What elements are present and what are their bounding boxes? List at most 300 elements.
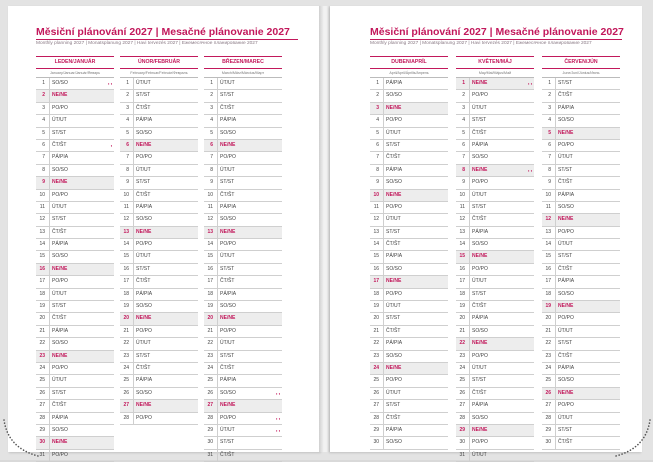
- day-row[interactable]: [542, 190, 620, 202]
- day-number: 7: [126, 154, 129, 161]
- day-row[interactable]: [456, 375, 534, 387]
- weekday-label: PO/PO: [217, 152, 246, 163]
- weekday-label: NE/NE: [555, 301, 584, 312]
- day-number: 20: [39, 315, 45, 322]
- day-row[interactable]: [370, 338, 448, 350]
- day-number: 17: [123, 278, 129, 285]
- day-number: 1: [462, 80, 465, 86]
- day-row[interactable]: [456, 128, 534, 140]
- day-number: 13: [123, 228, 129, 235]
- day-row[interactable]: [370, 276, 448, 288]
- day-row[interactable]: [120, 413, 198, 425]
- day-row[interactable]: [36, 90, 114, 102]
- day-number: 28: [459, 414, 465, 421]
- day-number: 3: [462, 104, 465, 111]
- day-row[interactable]: [120, 400, 198, 412]
- weekday-label: PO/PO: [469, 177, 498, 188]
- weekday-label: SO/SO: [383, 437, 412, 448]
- weekday-label: NE/NE: [133, 400, 162, 411]
- day-number: 19: [123, 303, 129, 310]
- day-number: 1: [210, 80, 213, 86]
- day-row[interactable]: [370, 351, 448, 363]
- day-row[interactable]: [120, 227, 198, 239]
- day-row[interactable]: [370, 388, 448, 400]
- day-number: 27: [39, 402, 45, 409]
- weekday-label: PO/PO: [217, 413, 246, 424]
- day-row[interactable]: [456, 177, 534, 189]
- weekday-label: PÁ/PIA: [217, 115, 246, 126]
- day-row[interactable]: [120, 251, 198, 263]
- day-row[interactable]: [456, 264, 534, 276]
- day-number: 19: [545, 303, 551, 310]
- day-number: 22: [123, 340, 129, 347]
- day-row[interactable]: [542, 165, 620, 177]
- day-row[interactable]: [542, 264, 620, 276]
- day-number: 14: [207, 241, 213, 248]
- day-row[interactable]: [36, 152, 114, 164]
- day-row[interactable]: [542, 351, 620, 363]
- day-row[interactable]: [36, 375, 114, 387]
- weekday-label: ÚT/UT: [383, 214, 412, 225]
- day-row[interactable]: [456, 239, 534, 251]
- day-row[interactable]: [36, 301, 114, 313]
- day-row[interactable]: [204, 326, 282, 338]
- day-row[interactable]: [542, 177, 620, 189]
- day-row[interactable]: [36, 202, 114, 214]
- day-row[interactable]: [370, 363, 448, 375]
- weekday-label: ČT/ŠT: [217, 450, 246, 461]
- day-number: 23: [459, 352, 465, 359]
- day-row[interactable]: [456, 214, 534, 226]
- day-number: 5: [210, 129, 213, 136]
- day-row[interactable]: [542, 313, 620, 325]
- weekday-label: ST/ST: [133, 90, 162, 101]
- day-row[interactable]: [542, 103, 620, 115]
- month-header: DUBEN/APRÍL: [370, 56, 448, 69]
- day-row[interactable]: [204, 276, 282, 288]
- day-row[interactable]: [370, 202, 448, 214]
- day-row[interactable]: [370, 437, 448, 449]
- day-number: 29: [545, 426, 551, 433]
- day-row[interactable]: [456, 90, 534, 102]
- weekday-label: ST/ST: [133, 177, 162, 188]
- day-row[interactable]: [370, 152, 448, 164]
- day-row[interactable]: [36, 388, 114, 400]
- day-number: 15: [39, 253, 45, 260]
- day-row[interactable]: [542, 251, 620, 263]
- day-row[interactable]: [120, 239, 198, 251]
- day-number: 18: [373, 290, 379, 297]
- day-row[interactable]: [36, 437, 114, 449]
- day-row[interactable]: [204, 214, 282, 226]
- month-header: LEDEN/JANUÁR: [36, 56, 114, 69]
- day-row[interactable]: [204, 425, 282, 437]
- day-number: 27: [545, 402, 551, 409]
- day-row[interactable]: [204, 115, 282, 127]
- day-row[interactable]: [36, 103, 114, 115]
- day-row[interactable]: [456, 301, 534, 313]
- weekday-label: PÁ/PIA: [217, 202, 246, 213]
- weekday-label: NE/NE: [133, 140, 162, 151]
- page-subtitle: Monthly planning 2027 | Monatsplanung 2027 | Havi tervezés 2027 | Ежемесячное планирование 2027: [370, 41, 592, 46]
- day-row[interactable]: [36, 338, 114, 350]
- weekday-label: ČT/ŠT: [133, 103, 162, 114]
- day-row[interactable]: [542, 128, 620, 140]
- day-row[interactable]: [456, 227, 534, 239]
- day-number: 11: [373, 203, 379, 210]
- day-number: 13: [459, 228, 465, 235]
- day-row[interactable]: [36, 78, 114, 90]
- day-row[interactable]: [204, 413, 282, 425]
- day-row[interactable]: [370, 313, 448, 325]
- weekday-label: ČT/ŠT: [49, 400, 78, 411]
- weekday-label: PO/PO: [555, 400, 584, 411]
- day-row[interactable]: [120, 338, 198, 350]
- day-row[interactable]: [542, 413, 620, 425]
- day-row[interactable]: [370, 425, 448, 437]
- day-number: 15: [545, 253, 551, 260]
- day-row[interactable]: [542, 152, 620, 164]
- day-row[interactable]: [456, 326, 534, 338]
- day-number: 17: [459, 278, 465, 285]
- day-number: 7: [376, 154, 379, 161]
- weekday-label: SO/SO: [133, 214, 162, 225]
- day-row[interactable]: [542, 227, 620, 239]
- day-row[interactable]: [120, 388, 198, 400]
- weekday-label: SO/SO: [49, 78, 78, 89]
- weekday-label: PÁ/PIA: [133, 202, 162, 213]
- day-row[interactable]: [456, 152, 534, 164]
- day-row[interactable]: [370, 115, 448, 127]
- day-row[interactable]: [204, 450, 282, 462]
- weekday-label: ČT/ŠT: [217, 276, 246, 287]
- day-row[interactable]: [36, 128, 114, 140]
- day-row[interactable]: [370, 78, 448, 90]
- day-row[interactable]: [120, 363, 198, 375]
- weekday-label: NE/NE: [217, 140, 246, 151]
- weekday-label: NE/NE: [469, 78, 498, 89]
- day-row[interactable]: [36, 351, 114, 363]
- day-row[interactable]: [204, 202, 282, 214]
- day-number: 23: [207, 352, 213, 359]
- day-row[interactable]: [120, 103, 198, 115]
- day-number: 13: [39, 228, 45, 235]
- weekday-label: PO/PO: [49, 450, 78, 461]
- weekday-label: PO/PO: [133, 152, 162, 163]
- weekday-label: SO/SO: [469, 152, 498, 163]
- day-row[interactable]: [542, 338, 620, 350]
- day-row[interactable]: [456, 190, 534, 202]
- day-row[interactable]: [36, 363, 114, 375]
- day-row[interactable]: [204, 301, 282, 313]
- day-row[interactable]: [204, 375, 282, 387]
- weekday-label: PÁ/PIA: [133, 375, 162, 386]
- day-number: 27: [123, 402, 129, 409]
- day-row[interactable]: [120, 152, 198, 164]
- day-row[interactable]: [36, 190, 114, 202]
- day-row[interactable]: [36, 165, 114, 177]
- day-row[interactable]: [370, 264, 448, 276]
- day-row[interactable]: [370, 90, 448, 102]
- day-row[interactable]: [456, 388, 534, 400]
- day-row[interactable]: [542, 437, 620, 449]
- day-row[interactable]: [456, 313, 534, 325]
- day-row[interactable]: [36, 313, 114, 325]
- day-number: 15: [373, 253, 379, 260]
- day-row[interactable]: [456, 363, 534, 375]
- day-row[interactable]: [370, 190, 448, 202]
- day-row[interactable]: [36, 115, 114, 127]
- day-row[interactable]: [456, 338, 534, 350]
- day-row[interactable]: [542, 326, 620, 338]
- day-number: 29: [207, 426, 213, 433]
- day-row[interactable]: [370, 214, 448, 226]
- day-number: 25: [39, 377, 45, 384]
- day-row[interactable]: [370, 413, 448, 425]
- weekday-label: ČT/ŠT: [555, 437, 584, 448]
- day-row[interactable]: [542, 400, 620, 412]
- day-row[interactable]: [370, 227, 448, 239]
- day-number: 9: [548, 179, 551, 186]
- day-number: 3: [126, 104, 129, 111]
- day-row[interactable]: [120, 214, 198, 226]
- day-row[interactable]: [120, 351, 198, 363]
- day-row[interactable]: [36, 251, 114, 263]
- weekday-label: PÁ/PIA: [49, 239, 78, 250]
- weekday-label: NE/NE: [469, 165, 498, 176]
- day-row[interactable]: [120, 177, 198, 189]
- day-row[interactable]: [36, 239, 114, 251]
- day-row[interactable]: [456, 165, 534, 177]
- weekday-label: PÁ/PIA: [555, 103, 584, 114]
- day-row[interactable]: [456, 351, 534, 363]
- day-row[interactable]: [36, 289, 114, 301]
- weekday-label: ČT/ŠT: [383, 326, 412, 337]
- page-subtitle: Monthly planning 2027 | Monatsplanung 2027 | Havi tervezés 2027 | Ежемесячное планирование 2027: [36, 41, 258, 46]
- day-row[interactable]: [204, 103, 282, 115]
- day-row[interactable]: [204, 313, 282, 325]
- weekday-label: ÚT/UT: [469, 363, 498, 374]
- day-row[interactable]: [456, 251, 534, 263]
- day-row[interactable]: [542, 115, 620, 127]
- day-row[interactable]: [370, 165, 448, 177]
- day-row[interactable]: [36, 326, 114, 338]
- day-row[interactable]: [456, 202, 534, 214]
- day-row[interactable]: [120, 313, 198, 325]
- day-row[interactable]: [120, 276, 198, 288]
- day-row[interactable]: [456, 400, 534, 412]
- day-number: 1: [126, 80, 129, 86]
- day-row[interactable]: [120, 375, 198, 387]
- day-row[interactable]: [204, 78, 282, 90]
- day-row[interactable]: [204, 190, 282, 202]
- day-row[interactable]: [542, 214, 620, 226]
- day-row[interactable]: [204, 128, 282, 140]
- day-number: 25: [123, 377, 129, 384]
- day-row[interactable]: [204, 251, 282, 263]
- day-number: 31: [459, 451, 465, 458]
- day-row[interactable]: [370, 239, 448, 251]
- weekday-label: PO/PO: [469, 351, 498, 362]
- weekday-label: ČT/ŠT: [49, 140, 78, 151]
- day-number: 19: [207, 303, 213, 310]
- weekday-label: ST/ST: [49, 388, 78, 399]
- day-row[interactable]: [542, 289, 620, 301]
- weekday-label: PÁ/PIA: [469, 400, 498, 411]
- day-number: 23: [123, 352, 129, 359]
- day-row[interactable]: [370, 289, 448, 301]
- day-row[interactable]: [36, 413, 114, 425]
- weekday-label: NE/NE: [217, 400, 246, 411]
- day-row[interactable]: [456, 103, 534, 115]
- weekday-label: SO/SO: [133, 128, 162, 139]
- day-row[interactable]: [204, 351, 282, 363]
- weekday-label: NE/NE: [133, 227, 162, 238]
- day-row[interactable]: [542, 276, 620, 288]
- page-title: Měsiční plánování 2027 | Mesačné plánovanie 2027: [36, 26, 290, 38]
- day-row[interactable]: [370, 326, 448, 338]
- day-row[interactable]: [36, 276, 114, 288]
- day-number: 9: [462, 179, 465, 186]
- weekday-label: ST/ST: [217, 264, 246, 275]
- weekday-label: ÚT/UT: [469, 103, 498, 114]
- day-row[interactable]: [204, 165, 282, 177]
- day-row[interactable]: [120, 115, 198, 127]
- day-row[interactable]: [542, 375, 620, 387]
- day-row[interactable]: [456, 413, 534, 425]
- day-row[interactable]: [542, 90, 620, 102]
- weekday-label: PÁ/PIA: [383, 338, 412, 349]
- weekday-label: SO/SO: [555, 115, 584, 126]
- day-row[interactable]: [120, 289, 198, 301]
- moon-phase-icon: ◐◑: [527, 81, 532, 86]
- weekday-label: PO/PO: [555, 140, 584, 151]
- day-row[interactable]: [542, 301, 620, 313]
- day-row[interactable]: [120, 140, 198, 152]
- day-row[interactable]: [542, 363, 620, 375]
- day-row[interactable]: [120, 301, 198, 313]
- day-row[interactable]: [456, 289, 534, 301]
- day-row[interactable]: [204, 177, 282, 189]
- day-row[interactable]: [120, 326, 198, 338]
- day-row[interactable]: [120, 90, 198, 102]
- day-row[interactable]: [456, 437, 534, 449]
- day-number: 28: [545, 414, 551, 421]
- day-row[interactable]: [36, 214, 114, 226]
- weekday-label: ST/ST: [555, 165, 584, 176]
- day-row[interactable]: [36, 227, 114, 239]
- day-row[interactable]: [370, 140, 448, 152]
- weekday-label: PO/PO: [133, 239, 162, 250]
- day-number: 3: [210, 104, 213, 111]
- day-row[interactable]: [36, 450, 114, 462]
- day-number: 10: [545, 191, 551, 198]
- day-row[interactable]: [204, 140, 282, 152]
- day-row[interactable]: [204, 338, 282, 350]
- day-row[interactable]: [120, 264, 198, 276]
- day-row[interactable]: [120, 190, 198, 202]
- weekday-label: PÁ/PIA: [383, 78, 412, 89]
- day-row[interactable]: [204, 388, 282, 400]
- day-row[interactable]: [542, 140, 620, 152]
- day-number: 23: [545, 352, 551, 359]
- weekday-label: ST/ST: [49, 128, 78, 139]
- weekday-label: PO/PO: [217, 326, 246, 337]
- day-row[interactable]: [204, 289, 282, 301]
- day-row[interactable]: [370, 128, 448, 140]
- day-row[interactable]: [204, 363, 282, 375]
- day-row[interactable]: [456, 140, 534, 152]
- weekday-label: ČT/ŠT: [217, 363, 246, 374]
- left-page: [8, 6, 320, 458]
- weekday-label: PÁ/PIA: [383, 425, 412, 436]
- day-row[interactable]: [204, 437, 282, 449]
- day-row[interactable]: [370, 177, 448, 189]
- day-row[interactable]: [456, 450, 534, 462]
- day-number: 16: [39, 265, 45, 272]
- day-row[interactable]: [204, 152, 282, 164]
- day-row[interactable]: [204, 227, 282, 239]
- day-row[interactable]: [542, 388, 620, 400]
- day-row[interactable]: [456, 115, 534, 127]
- day-row[interactable]: [542, 239, 620, 251]
- day-row[interactable]: [204, 239, 282, 251]
- day-row[interactable]: [120, 165, 198, 177]
- weekday-label: ÚT/UT: [217, 338, 246, 349]
- weekday-label: ST/ST: [555, 425, 584, 436]
- day-number: 20: [207, 315, 213, 322]
- day-row[interactable]: [370, 103, 448, 115]
- day-row[interactable]: [370, 400, 448, 412]
- day-number: 17: [545, 278, 551, 285]
- day-row[interactable]: [36, 177, 114, 189]
- day-row[interactable]: [370, 375, 448, 387]
- weekday-label: PO/PO: [555, 227, 584, 238]
- weekday-label: NE/NE: [383, 190, 412, 201]
- day-row[interactable]: [542, 202, 620, 214]
- moon-phase-icon: ◐◑: [107, 81, 112, 86]
- day-row[interactable]: [370, 251, 448, 263]
- day-row[interactable]: [120, 128, 198, 140]
- day-number: 12: [459, 216, 465, 223]
- day-row[interactable]: [120, 78, 198, 90]
- day-row[interactable]: [456, 78, 534, 90]
- day-row[interactable]: [204, 90, 282, 102]
- day-row[interactable]: [36, 400, 114, 412]
- day-row[interactable]: [120, 202, 198, 214]
- day-row[interactable]: [542, 78, 620, 90]
- day-row[interactable]: [204, 400, 282, 412]
- weekday-label: PÁ/PIA: [555, 276, 584, 287]
- day-row[interactable]: [542, 425, 620, 437]
- weekday-label: SO/SO: [217, 128, 246, 139]
- day-row[interactable]: [456, 425, 534, 437]
- month-subheader: May/Mai/Május/Май: [456, 69, 534, 78]
- day-row[interactable]: [36, 425, 114, 437]
- day-row[interactable]: [36, 140, 114, 152]
- weekday-label: ÚT/UT: [217, 425, 246, 436]
- weekday-label: ST/ST: [217, 90, 246, 101]
- day-row[interactable]: [36, 264, 114, 276]
- weekday-label: PÁ/PIA: [383, 251, 412, 262]
- day-row[interactable]: [204, 264, 282, 276]
- day-row[interactable]: [370, 301, 448, 313]
- weekday-label: SO/SO: [469, 326, 498, 337]
- weekday-label: ST/ST: [383, 313, 412, 324]
- month-subheader: March/März/Március/Март: [204, 69, 282, 78]
- day-row[interactable]: [456, 276, 534, 288]
- day-number: 16: [459, 265, 465, 272]
